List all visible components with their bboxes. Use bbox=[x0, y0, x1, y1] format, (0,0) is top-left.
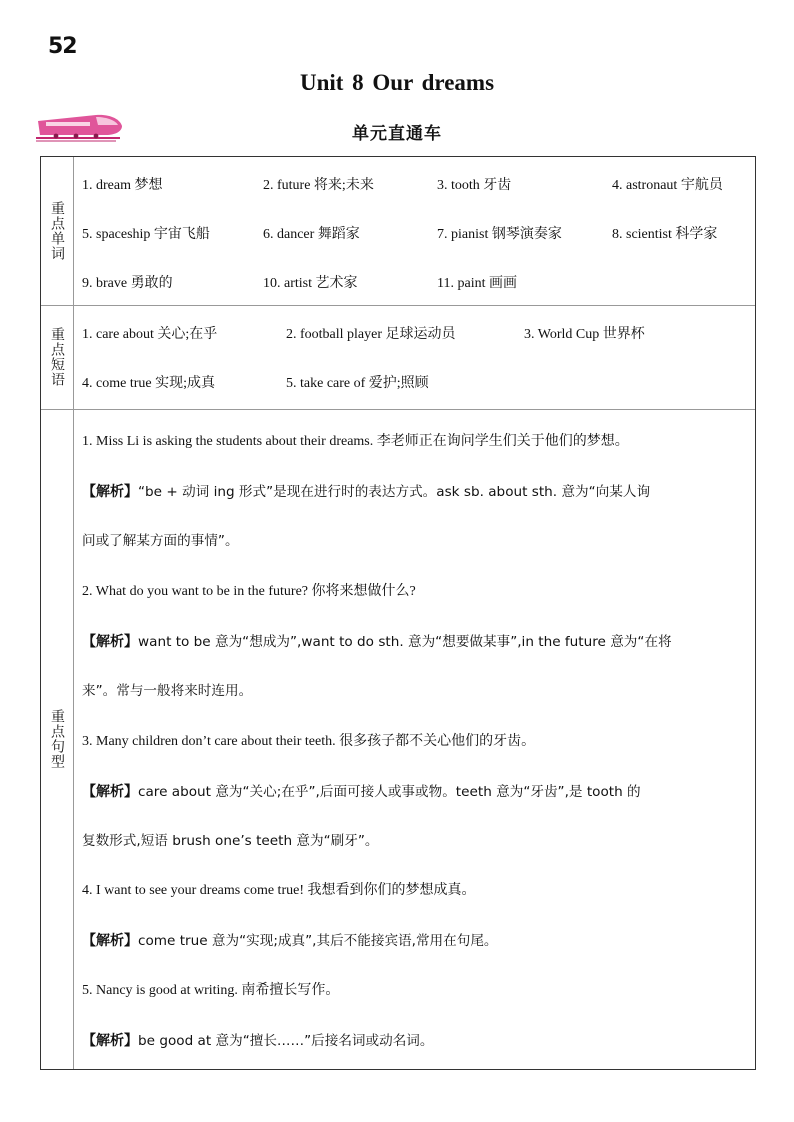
analysis-text: “be + 动词 ing 形式”是现在进行时的表达方式。ask sb. about sth. 意为“向某人询 bbox=[138, 484, 651, 500]
sentence: 2. What do you want to be in the future? 你将来想做什么? bbox=[82, 584, 416, 599]
word-item: 9. brave 勇敢的 bbox=[82, 276, 173, 291]
word-item: 11. paint 画画 bbox=[437, 276, 517, 291]
phrase-item: 2. football player 足球运动员 bbox=[286, 327, 456, 342]
analysis-text: 来”。常与一般将来时连用。 bbox=[82, 683, 253, 699]
content-table bbox=[40, 156, 756, 1070]
word-item: 5. spaceship 宇宙飞船 bbox=[82, 227, 210, 242]
analysis-tag: 【解析】 bbox=[82, 484, 138, 500]
analysis-text: 问或了解某方面的事情”。 bbox=[82, 533, 239, 549]
sentences-label: 重点句型 bbox=[49, 709, 65, 769]
words-body bbox=[74, 157, 755, 305]
section-title: 单元直通车 bbox=[352, 124, 442, 144]
word-item: 2. future 将来;未来 bbox=[263, 178, 374, 193]
word-item: 8. scientist 科学家 bbox=[612, 227, 718, 242]
analysis-text: want to be 意为“想成为”,want to do sth. 意为“想要做某事”,in the future 意为“在将 bbox=[138, 634, 672, 650]
analysis-tag: 【解析】 bbox=[82, 1033, 138, 1049]
phrase-item: 4. come true 实现;成真 bbox=[82, 376, 215, 391]
phrases-row bbox=[41, 305, 755, 410]
analysis-text: be good at 意为“擅长……”后接名词或动名词。 bbox=[138, 1033, 434, 1049]
phrases-label: 重点短语 bbox=[49, 327, 65, 387]
page-number: 52 bbox=[48, 34, 77, 59]
word-item: 10. artist 艺术家 bbox=[263, 276, 358, 291]
phrases-body bbox=[74, 305, 755, 409]
words-label-cell bbox=[41, 157, 74, 305]
analysis-line bbox=[82, 785, 745, 800]
unit-title: Unit 8 Our dreams bbox=[299, 70, 495, 95]
word-item: 3. tooth 牙齿 bbox=[437, 178, 512, 193]
phrase-item: 1. care about 关心;在乎 bbox=[82, 327, 218, 342]
analysis-line bbox=[82, 635, 745, 650]
sentence: 1. Miss Li is asking the students about their dreams. 李老师正在询问学生们关于他们的梦想。 bbox=[82, 434, 629, 449]
phrases-label-cell bbox=[41, 305, 74, 409]
analysis-text: come true 意为“实现;成真”,其后不能接宾语,常用在句尾。 bbox=[138, 933, 498, 949]
sentences-body bbox=[74, 409, 755, 1069]
analysis-tag: 【解析】 bbox=[82, 784, 138, 800]
word-item: 6. dancer 舞蹈家 bbox=[263, 227, 360, 242]
analysis-tag: 【解析】 bbox=[82, 634, 138, 650]
word-item: 4. astronaut 宇航员 bbox=[612, 178, 723, 193]
sentence: 4. I want to see your dreams come true! 我想看到你们的梦想成真。 bbox=[82, 883, 476, 898]
analysis-tag: 【解析】 bbox=[82, 933, 138, 949]
analysis-text: care about 意为“关心;在乎”,后面可接人或事或物。teeth 意为“牙齿”,是 tooth 的 bbox=[138, 784, 641, 800]
sentences-row bbox=[41, 409, 755, 1069]
words-row bbox=[41, 157, 755, 306]
sentence: 3. Many children don’t care about their teeth. 很多孩子都不关心他们的牙齿。 bbox=[82, 734, 536, 749]
analysis-line bbox=[82, 485, 745, 500]
analysis-line bbox=[82, 934, 745, 949]
sentence: 5. Nancy is good at writing. 南希擅长写作。 bbox=[82, 983, 340, 998]
word-item: 1. dream 梦想 bbox=[82, 178, 163, 193]
analysis-line bbox=[82, 1034, 745, 1049]
phrase-item: 5. take care of 爱护;照顾 bbox=[286, 376, 429, 391]
analysis-text: 复数形式,短语 brush one’s teeth 意为“刷牙”。 bbox=[82, 833, 379, 849]
sentences-label-cell bbox=[41, 409, 74, 1069]
phrase-item: 3. World Cup 世界杯 bbox=[524, 327, 645, 342]
words-label: 重点单词 bbox=[49, 201, 65, 261]
word-item: 7. pianist 钢琴演奏家 bbox=[437, 227, 562, 242]
